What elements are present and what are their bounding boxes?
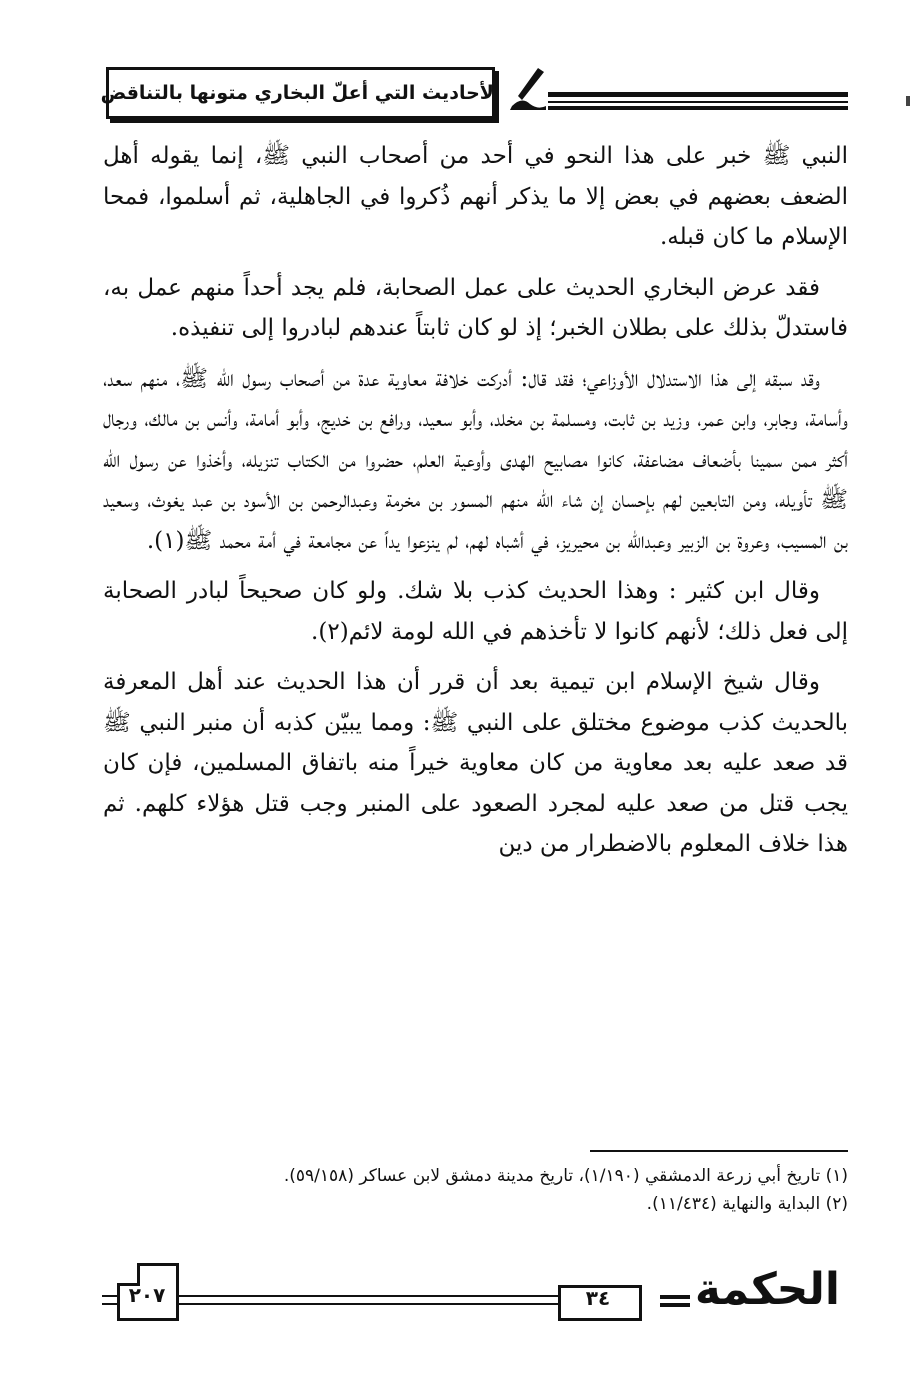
footer-rule-2	[176, 1303, 558, 1305]
paragraph-3: وقد سبقه إلى هذا الاستدلال الأوزاعي؛ فقد قال: أدركت خلافة معاوية عدة من أصحاب رسول الله ﷺ، منهم سعد، وأسامة، وجابر، وابن عمر، وزيد بن ثابت، ومسلمة بن مخلد، وأبو سعيد، ورافع بن خديج، وأبو أمامة، وأنس بن مالك، ورجال أكثر ممن سمينا بأضعاف مضاعفة، كانوا مصابيح الهدى وأوعية العلم، حضروا من الكتاب تنزيله، وأخذوا عن رسول الله ﷺ تأويله، ومن التابعين لهم بإحسان إن شاء الله منهم المسور بن مخرمة وعبدالرحمن بن الأسود بن عبد يغوث، وسعيد بن المسيب، وعروة بن الزبير وعبدالله بن محيريز، في أشباه لهم، لم ينزعوا يداً عن مجامعة في أمة محمد ﷺ(١).	[103, 365, 849, 554]
page-number: ٢٠٧	[128, 1283, 166, 1307]
paragraph-4: وقال ابن كثير : وهذا الحديث كذب بلا شك. ولو كان صحيحاً لبادر الصحابة إلى فعل ذلك؛ لأنهم كانوا لا تأخذهم في الله لومة لائم(٢).	[103, 578, 848, 645]
running-header-box	[100, 67, 501, 119]
paragraph-2: فقد عرض البخاري الحديث على عمل الصحابة، فلم يجد أحداً منهم عمل به، فاستدلّ بذلك على بطلان الخبر؛ إذ لو كان ثابتاً عندهم لبادروا إلى تنفيذه.	[103, 274, 848, 341]
footer-rule-left-stub	[102, 1295, 117, 1297]
paragraph-1: النبي ﷺ خبر على هذا النحو في أحد من أصحاب النبي ﷺ، إنما يقوله أهل الضعف بعضهم في بعض إلا ما يذكر أنهم ذُكروا في الجاهلية، ثم أسلموا، فمحا الإسلام ما كان قبله.	[103, 143, 848, 250]
footer-equals-bar-2	[660, 1303, 690, 1307]
footnote-1: (١) تاريخ أبي زرعة الدمشقي (١/١٩٠)، تاريخ مدينة دمشق لابن عساكر (٥٩/١٥٨).	[283, 1166, 848, 1186]
footer-equals-bar-1	[660, 1295, 690, 1299]
page-footer	[0, 1240, 915, 1340]
footer-rule-1	[176, 1295, 558, 1297]
magazine-brand-logo: الحكمة	[694, 1264, 840, 1315]
footnote-2: (٢) البداية والنهاية (١١/٤٣٤).	[646, 1194, 848, 1214]
issue-number: ٣٤	[585, 1286, 611, 1310]
running-header-title: الأحاديث التي أعلّ البخاري متونها بالتناقض	[100, 82, 501, 104]
paragraph-5: وقال شيخ الإسلام ابن تيمية بعد أن قرر أن هذا الحديث عند أهل المعرفة بالحديث كذب موضوع مختلق على النبي ﷺ: ومما يبيّن كذبه أن منبر النبي ﷺ قد صعد عليه بعد معاوية من كان معاوية خيراً منه باتفاق المسلمين، فإن كان يجب قتل من صعد عليه لمجرد الصعود على المنبر وجب قتل هؤلاء كلهم. ثم هذا خلاف المعلوم بالاضطرار من دين	[103, 669, 848, 857]
header-rule	[548, 92, 848, 110]
body-text	[103, 136, 848, 865]
footnote-separator	[590, 1150, 848, 1152]
page-edge-mark	[906, 96, 910, 106]
quill-pen-icon	[508, 66, 548, 112]
footnotes	[120, 1162, 848, 1218]
footer-rule-left-stub-2	[102, 1303, 117, 1305]
